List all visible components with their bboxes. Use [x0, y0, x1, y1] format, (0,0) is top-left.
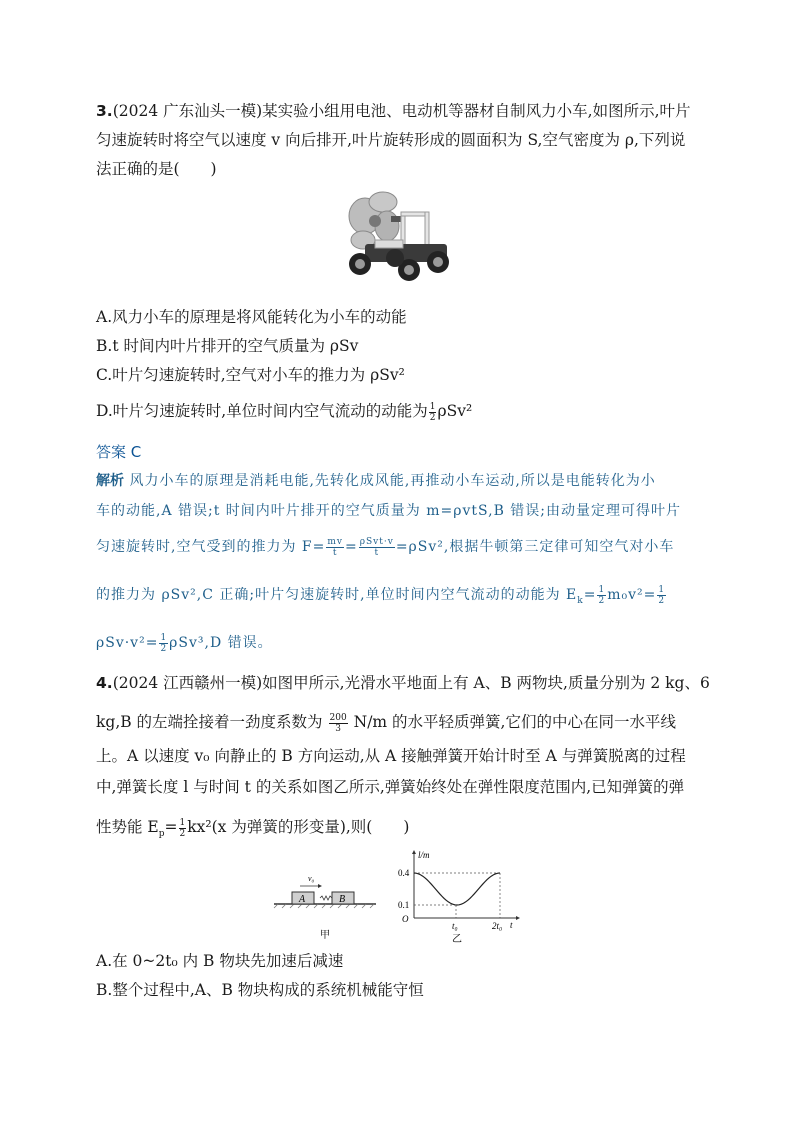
q4-stem-line4: 中,弹簧长度 l 与时间 t 的关系如图乙所示,弹簧始终处在弹性限度范围内,已知弹簧的弹 — [96, 778, 685, 796]
spring — [320, 896, 332, 900]
x-tick-mid: t₀ — [452, 921, 458, 931]
figure-jia — [272, 862, 382, 942]
fraction-one-half-4: $\frac{1}{2}$ — [160, 632, 168, 654]
fraction-one-half-5: $\frac{1}{2}$ — [179, 817, 186, 839]
q3-analysis-line3: 匀速旋转时,空气受到的推力为 F= $\frac{mv}{t}$ = $\frac{\text{ρSvt·v}}{t}$ =ρSv²,根据牛顿第三定律可知空气对小车 — [96, 536, 675, 558]
block-a-label: A — [299, 894, 306, 905]
x-tick-end: 2t₀ — [492, 921, 503, 931]
q4-stem-line5: 性势能 $E_p=$ $\frac{1}{2}$ kx²(x 为弹簧的形变量),则( ) — [96, 817, 410, 840]
origin-label: O — [402, 914, 409, 924]
q3-number: 3. — [96, 102, 113, 120]
q4-option-a: A.在 0~2t₀ 内 B 物块先加速后减速 — [96, 952, 344, 970]
q3-stem-line3: 法正确的是( ) — [96, 160, 217, 178]
fraction-one-half-3: $\frac{1}{2}$ — [658, 584, 666, 606]
q3-analysis-line4: 的推力为 ρSv²,C 正确;叶片匀速旋转时,单位时间内空气流动的动能为 $E_k=$ $\frac{1}{2}$ m₀v²= $\frac{1}{2}$ — [96, 584, 666, 606]
q3-analysis-line5: ρSv·v²= $\frac{1}{2}$ ρSv³,D 错误。 — [96, 632, 273, 654]
series-curve — [414, 873, 500, 905]
fraction-one-half: $\frac{1}{2}$ — [429, 401, 436, 423]
q3-analysis-line1: 解析 风力小车的原理是消耗电能,先转化成风能,再推动小车运动,所以是电能转化为小 — [96, 473, 656, 489]
q3-analysis-line2: 车的动能,A 错误;t 时间内叶片排开的空气质量为 m=ρvtS,B 错误;由动量定理可得叶片 — [96, 503, 682, 519]
q4-stem-line3: 上。A 以速度 v₀ 向静止的 B 方向运动,从 A 接触弹簧开始计时至 A 与弹簧脱离的过程 — [96, 747, 686, 765]
figure-yi-chart — [396, 848, 522, 944]
block-b-label: B — [339, 894, 346, 905]
analysis-label: 解析 — [96, 473, 124, 489]
fraction-mv-over-t: $\frac{mv}{t}$ — [327, 536, 343, 558]
q3-option-b: B.t 时间内叶片排开的空气质量为 ρSv — [96, 337, 359, 355]
fraction-one-half-2: $\frac{1}{2}$ — [598, 584, 606, 606]
caption-jia: 甲 — [320, 930, 330, 941]
y-tick-bottom: 0.1 — [398, 900, 410, 910]
q3-option-d: D.叶片匀速旋转时,单位时间内空气流动的动能为 $\frac{1}{2}$ ρSv² — [96, 401, 473, 423]
q3-answer: 答案 C — [96, 443, 142, 461]
q3-option-c: C.叶片匀速旋转时,空气对小车的推力为 ρSv² — [96, 366, 405, 384]
q4-option-b: B.整个过程中,A、B 物块构成的系统机械能守恒 — [96, 981, 424, 999]
q3-stem-line2: 匀速旋转时将空气以速度 v 向后排开,叶片旋转形成的圆面积为 S,空气密度为 ρ,下列说 — [96, 131, 686, 149]
q4-stem-line2: kg,B 的左端拴接着一劲度系数为 $\frac{200}{3}$ N/m 的水平轻质弹簧,它们的中心在同一水平线 — [96, 712, 676, 734]
fraction-200-over-3: $\frac{200}{3}$ — [329, 712, 347, 734]
q3-option-a: A.风力小车的原理是将风能转化为小车的动能 — [96, 308, 407, 326]
caption-yi: 乙 — [452, 934, 462, 944]
q4-stem-line1: 4.(2024 江西赣州一模)如图甲所示,光滑水平地面上有 A、B 两物块,质量分别为 2 kg、6 — [96, 674, 710, 692]
q4-number: 4. — [96, 674, 113, 692]
y-tick-top: 0.4 — [398, 868, 410, 878]
y-axis-label: l/m — [418, 850, 430, 860]
x-axis-label: t — [510, 920, 513, 930]
q3-stem-line1: 3.(2024 广东汕头一模)某实验小组用电池、电动机等器材自制风力小车,如图所示,叶片 — [96, 102, 691, 120]
wind-car-illustration — [335, 188, 460, 283]
velocity-label: v₀ — [308, 874, 315, 883]
fraction-rho-over-t: $\frac{\text{ρSvt·v}}{t}$ — [359, 536, 394, 558]
